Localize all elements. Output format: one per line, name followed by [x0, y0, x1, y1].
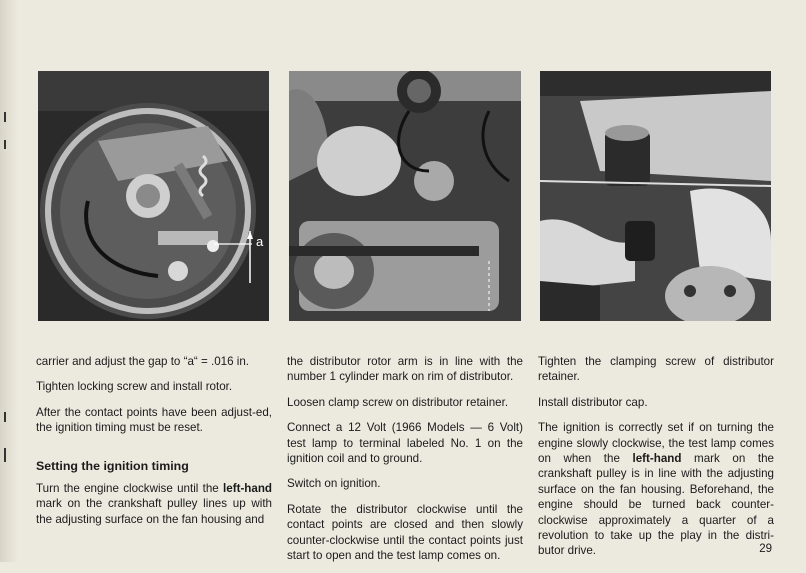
page-shadow: [0, 0, 18, 562]
paragraph: [36, 481, 272, 527]
text-span: The ignition is correctly set if on turning the engine slowly clockwise, the test lamp comes on when the: [538, 421, 774, 466]
paragraph: Loosen clamp screw on distributor retainer.: [287, 395, 509, 409]
binding-mark: [4, 140, 6, 149]
paragraph: carrier and adjust the gap to “a“ = .016 in.: [36, 355, 250, 368]
distributor-points-photo: [38, 71, 269, 321]
paragraph: the distributor rotor arm is in line with the number 1 cylinder mark on rim of distributor.: [287, 355, 523, 384]
paragraph: Tighten locking screw and install rotor.: [36, 380, 233, 394]
text-column-middle: [287, 354, 523, 573]
text-span: mark on the crankshaft pulley lines up with the adjusting surface on the fan housing and: [36, 497, 272, 526]
binding-mark: [4, 112, 6, 122]
text-column-left: [36, 354, 272, 537]
paragraph: Install distributor cap.: [538, 395, 648, 409]
paragraph: Tighten the clamping screw of distributor retainer.: [538, 355, 774, 384]
paragraph: After the contact points have been adjust-ed, the ignition timing must be reset.: [36, 405, 272, 435]
distributor-adjustment-photo: [540, 71, 771, 321]
section-heading: Setting the ignition timing: [36, 458, 189, 473]
paragraph: [538, 420, 774, 559]
crankshaft-pulley-photo: [289, 71, 521, 321]
paragraph: Connect a 12 Volt (1966 Models — 6 Volt) test lamp to terminal labeled No. 1 on the ignition coil and to ground.: [287, 421, 523, 466]
paragraph: Switch on ignition.: [287, 477, 381, 491]
binding-mark: [4, 448, 6, 462]
gap-label: a: [256, 234, 264, 249]
emphasis: left-hand: [223, 482, 272, 496]
binding-mark: [4, 412, 6, 422]
paragraph: Rotate the distributor clockwise until the contact points are closed and then slowly counter-clockwise until the contact points just start to open and the test lamp comes on.: [287, 502, 523, 563]
text-column-right: [538, 354, 774, 569]
emphasis: left-hand: [632, 452, 682, 466]
text-span: Turn the engine clockwise until the: [36, 482, 224, 496]
page-number: 29: [759, 543, 772, 555]
text-span: mark on the crankshaft pulley is in line with the adjusting surface on the fan housing. Beforehand, the engine should be turned back counter-clockwise approximately a quarter of a revolution to take up the play in the distri-butor drive.: [538, 452, 774, 558]
